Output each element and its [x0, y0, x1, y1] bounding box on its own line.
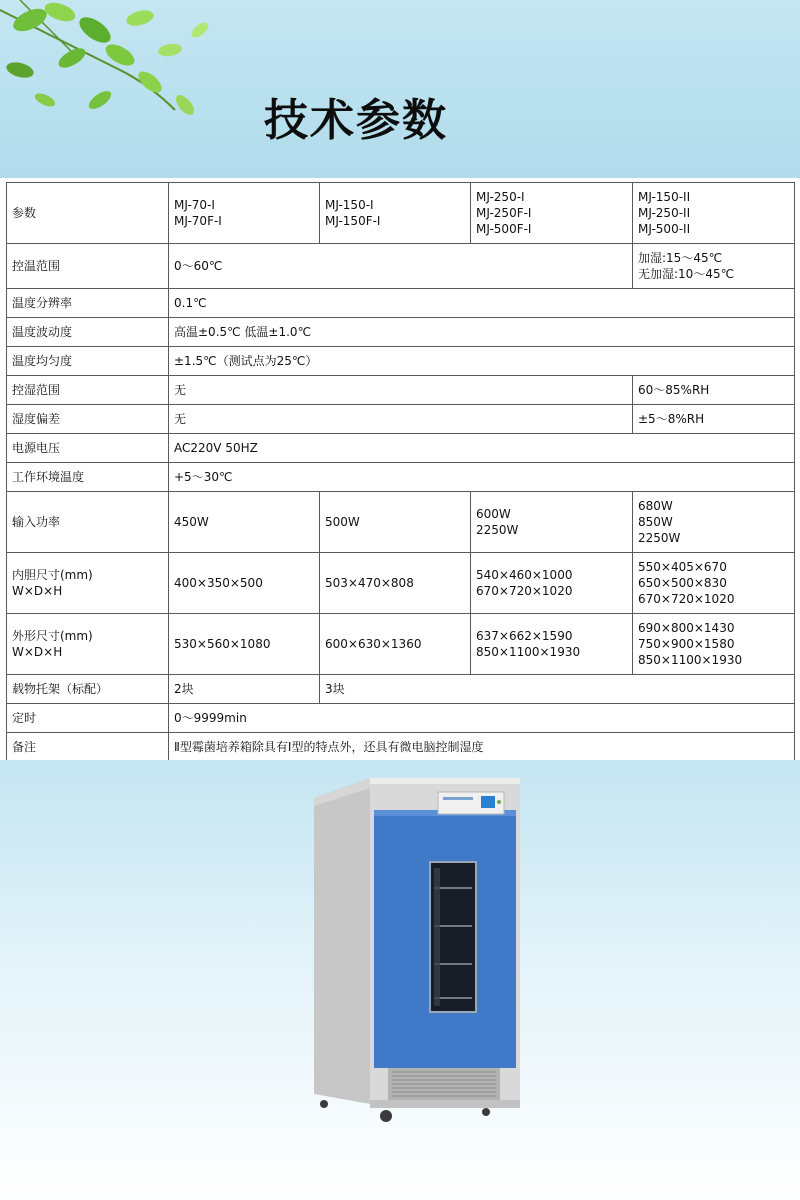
value-cell: 637×662×1590 850×1100×1930 — [471, 614, 633, 675]
value-cell: 0～9999min — [169, 704, 795, 733]
row-label: 载物托架（标配） — [7, 675, 169, 704]
row-label: 控湿范围 — [7, 376, 169, 405]
table-row-timer — [7, 704, 795, 733]
row-label: 工作环境温度 — [7, 463, 169, 492]
table-row-temp-fluctuation — [7, 318, 795, 347]
caster-wheel — [482, 1108, 490, 1116]
cabinet-side-panel — [314, 778, 370, 1104]
value-cell: 600×630×1360 — [320, 614, 471, 675]
row-label: 温度波动度 — [7, 318, 169, 347]
display-screen — [481, 796, 495, 808]
header-banner — [0, 0, 800, 178]
value-cell: ±1.5℃（测试点为25℃） — [169, 347, 795, 376]
table-row-ambient-temp — [7, 463, 795, 492]
model-cell: MJ-250-I MJ-250F-I MJ-500F-I — [471, 183, 633, 244]
value-cell: 600W 2250W — [471, 492, 633, 553]
table-row-outer-size — [7, 614, 795, 675]
value-cell: 500W — [320, 492, 471, 553]
value-cell: AC220V 50HZ — [169, 434, 795, 463]
value-cell: Ⅱ型霉菌培养箱除具有Ⅰ型的特点外，还具有微电脑控制湿度 — [169, 733, 795, 762]
value-cell: 高温±0.5℃ 低温±1.0℃ — [169, 318, 795, 347]
value-cell: 400×350×500 — [169, 553, 320, 614]
row-label: 电源电压 — [7, 434, 169, 463]
table-row-temp-resolution — [7, 289, 795, 318]
value-cell: 450W — [169, 492, 320, 553]
row-label: 外形尺寸(mm) W×D×H — [7, 614, 169, 675]
value-cell: +5～30℃ — [169, 463, 795, 492]
page-title: 技术参数 — [264, 95, 448, 146]
leaf-decoration — [0, 0, 240, 178]
model-cell: MJ-150-I MJ-150F-I — [320, 183, 471, 244]
value-cell: 2块 — [169, 675, 320, 704]
table-row-remarks — [7, 733, 795, 762]
row-label: 湿度偏差 — [7, 405, 169, 434]
model-cell: MJ-150-II MJ-250-II MJ-500-II — [633, 183, 795, 244]
row-label: 温度分辨率 — [7, 289, 169, 318]
value-cell: 60～85%RH — [633, 376, 795, 405]
table-row-power — [7, 492, 795, 553]
value-cell: 无 — [169, 405, 633, 434]
value-cell: 0～60℃ — [169, 244, 633, 289]
table-row-voltage — [7, 434, 795, 463]
value-cell: 530×560×1080 — [169, 614, 320, 675]
value-cell: 0.1℃ — [169, 289, 795, 318]
table-row-temp-range — [7, 244, 795, 289]
table-row-humidity-range — [7, 376, 795, 405]
spec-table — [6, 182, 795, 762]
caster-wheel — [380, 1110, 392, 1122]
value-cell: 3块 — [320, 675, 795, 704]
value-cell: 550×405×670 650×500×830 670×720×1020 — [633, 553, 795, 614]
caster-wheel — [320, 1100, 328, 1108]
incubator-product-image — [306, 776, 522, 1146]
table-row-shelves — [7, 675, 795, 704]
value-cell: 加湿:15～45℃ 无加湿:10～45℃ — [633, 244, 795, 289]
value-cell: 无 — [169, 376, 633, 405]
value-cell: 680W 850W 2250W — [633, 492, 795, 553]
value-cell: 690×800×1430 750×900×1580 850×1100×1930 — [633, 614, 795, 675]
row-label: 参数 — [7, 183, 169, 244]
table-row-humidity-deviation — [7, 405, 795, 434]
table-row-inner-size — [7, 553, 795, 614]
row-label: 温度均匀度 — [7, 347, 169, 376]
table-row-models — [7, 183, 795, 244]
value-cell: 503×470×808 — [320, 553, 471, 614]
model-cell: MJ-70-I MJ-70F-I — [169, 183, 320, 244]
table-row-temp-uniformity — [7, 347, 795, 376]
row-label: 备注 — [7, 733, 169, 762]
row-label: 定时 — [7, 704, 169, 733]
value-cell: ±5～8%RH — [633, 405, 795, 434]
row-label: 输入功率 — [7, 492, 169, 553]
value-cell: 540×460×1000 670×720×1020 — [471, 553, 633, 614]
row-label: 内胆尺寸(mm) W×D×H — [7, 553, 169, 614]
row-label: 控温范围 — [7, 244, 169, 289]
